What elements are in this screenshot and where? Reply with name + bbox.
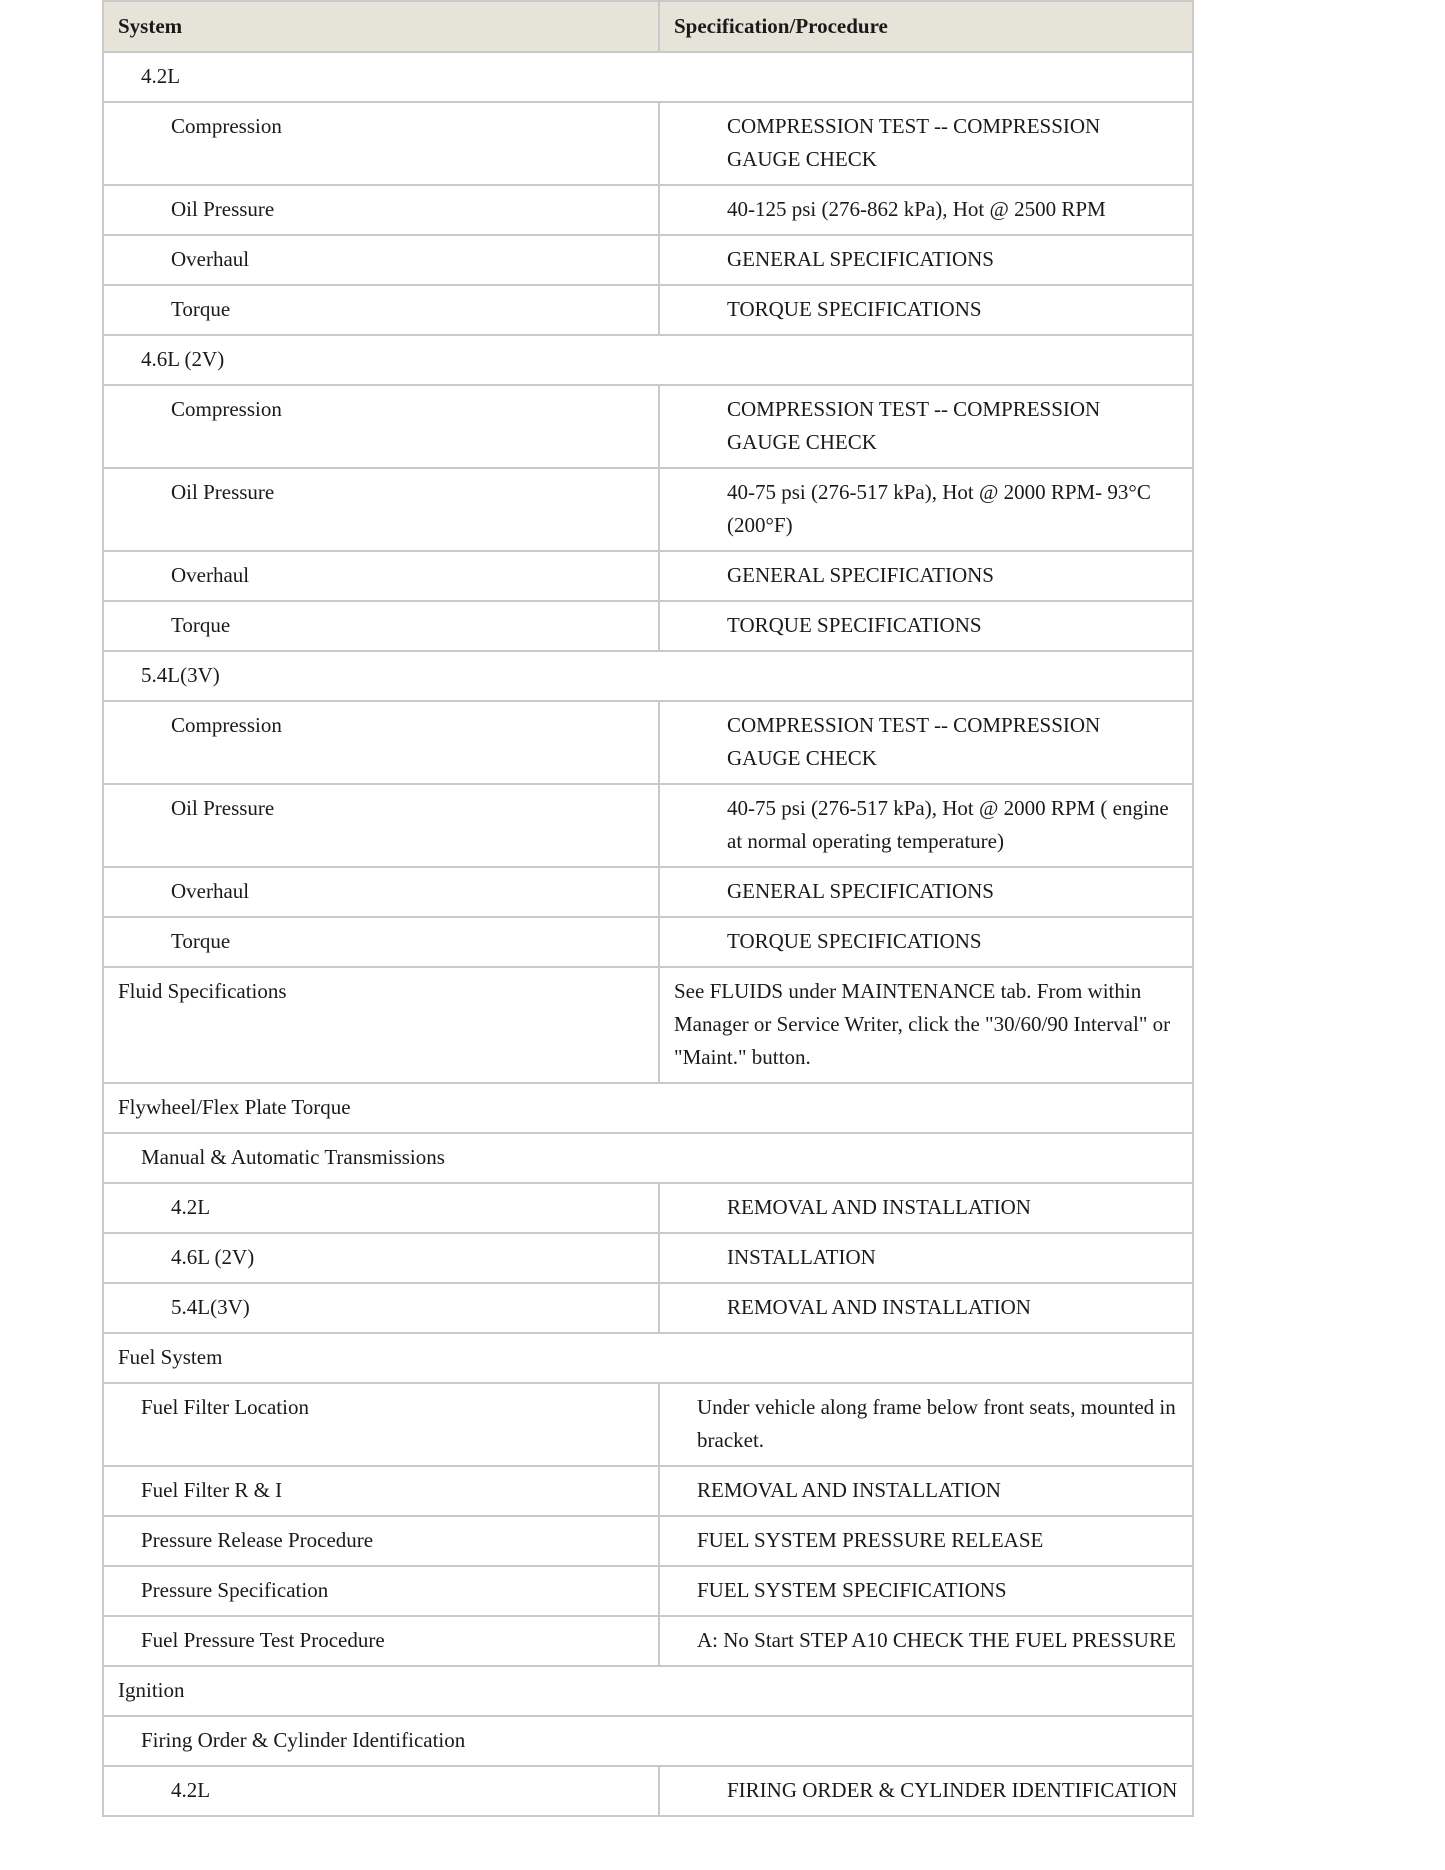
table-row — [103, 967, 1193, 1083]
spec-cell: FIRING ORDER & CYLINDER IDENTIFICATION — [659, 1766, 1193, 1816]
spec-cell: REMOVAL AND INSTALLATION — [659, 1283, 1193, 1333]
section-label: Manual & Automatic Transmissions — [103, 1133, 1193, 1183]
table-row — [103, 235, 1193, 285]
system-cell: 4.2L — [103, 1183, 659, 1233]
system-cell: 4.2L — [103, 1766, 659, 1816]
section-row — [103, 52, 1193, 102]
spec-cell: REMOVAL AND INSTALLATION — [659, 1183, 1193, 1233]
spec-cell: COMPRESSION TEST -- COMPRESSION GAUGE CHECK — [659, 701, 1193, 784]
table-row — [103, 1233, 1193, 1283]
spec-cell: TORQUE SPECIFICATIONS — [659, 601, 1193, 651]
section-label: 4.2L — [103, 52, 1193, 102]
spec-cell: See FLUIDS under MAINTENANCE tab. From within Manager or Service Writer, click the "30/60/90 Interval" or "Maint." button. — [659, 967, 1193, 1083]
system-cell: Fuel Pressure Test Procedure — [103, 1616, 659, 1666]
section-label: Fuel System — [103, 1333, 1193, 1383]
table-row — [103, 285, 1193, 335]
spec-cell: 40-75 psi (276-517 kPa), Hot @ 2000 RPM- 93°C (200°F) — [659, 468, 1193, 551]
system-cell: Pressure Specification — [103, 1566, 659, 1616]
section-row — [103, 335, 1193, 385]
system-cell: Torque — [103, 917, 659, 967]
spec-cell: Under vehicle along frame below front seats, mounted in bracket. — [659, 1383, 1193, 1466]
spec-cell: FUEL SYSTEM PRESSURE RELEASE — [659, 1516, 1193, 1566]
spec-cell: COMPRESSION TEST -- COMPRESSION GAUGE CHECK — [659, 385, 1193, 468]
table-row — [103, 1616, 1193, 1666]
section-row — [103, 1083, 1193, 1133]
spec-cell: REMOVAL AND INSTALLATION — [659, 1466, 1193, 1516]
spec-cell: A: No Start STEP A10 CHECK THE FUEL PRESSURE — [659, 1616, 1193, 1666]
table-row — [103, 917, 1193, 967]
system-cell: Compression — [103, 385, 659, 468]
system-cell: Oil Pressure — [103, 784, 659, 867]
system-cell: Overhaul — [103, 551, 659, 601]
section-row — [103, 651, 1193, 701]
table-row — [103, 1766, 1193, 1816]
system-cell: Compression — [103, 701, 659, 784]
table-row — [103, 1516, 1193, 1566]
column-header-system: System — [103, 1, 659, 52]
table-row — [103, 1466, 1193, 1516]
spec-cell: GENERAL SPECIFICATIONS — [659, 235, 1193, 285]
section-label: Ignition — [103, 1666, 1193, 1716]
header-row — [103, 1, 1193, 52]
section-row — [103, 1333, 1193, 1383]
section-label: 5.4L(3V) — [103, 651, 1193, 701]
spec-cell: COMPRESSION TEST -- COMPRESSION GAUGE CHECK — [659, 102, 1193, 185]
system-cell: Oil Pressure — [103, 185, 659, 235]
spec-cell: GENERAL SPECIFICATIONS — [659, 551, 1193, 601]
spec-cell: GENERAL SPECIFICATIONS — [659, 867, 1193, 917]
system-cell: Overhaul — [103, 235, 659, 285]
section-label: 4.6L (2V) — [103, 335, 1193, 385]
table-row — [103, 701, 1193, 784]
table-row — [103, 1566, 1193, 1616]
spec-cell: INSTALLATION — [659, 1233, 1193, 1283]
spec-cell: 40-125 psi (276-862 kPa), Hot @ 2500 RPM — [659, 185, 1193, 235]
table-row — [103, 102, 1193, 185]
system-cell: Overhaul — [103, 867, 659, 917]
spec-cell: 40-75 psi (276-517 kPa), Hot @ 2000 RPM ( engine at normal operating temperature) — [659, 784, 1193, 867]
section-row — [103, 1716, 1193, 1766]
section-row — [103, 1666, 1193, 1716]
system-cell: Oil Pressure — [103, 468, 659, 551]
table-row — [103, 784, 1193, 867]
system-cell: Fluid Specifications — [103, 967, 659, 1083]
table-row — [103, 601, 1193, 651]
table-row — [103, 551, 1193, 601]
section-label: Flywheel/Flex Plate Torque — [103, 1083, 1193, 1133]
spec-cell: TORQUE SPECIFICATIONS — [659, 917, 1193, 967]
spec-cell: TORQUE SPECIFICATIONS — [659, 285, 1193, 335]
section-row — [103, 1133, 1193, 1183]
table-row — [103, 468, 1193, 551]
table-row — [103, 1183, 1193, 1233]
system-cell: Fuel Filter R & I — [103, 1466, 659, 1516]
spec-table — [102, 0, 1194, 1817]
table-row — [103, 385, 1193, 468]
table-body — [103, 52, 1193, 1816]
table-row — [103, 185, 1193, 235]
system-cell: Compression — [103, 102, 659, 185]
spec-cell: FUEL SYSTEM SPECIFICATIONS — [659, 1566, 1193, 1616]
system-cell: 5.4L(3V) — [103, 1283, 659, 1333]
system-cell: 4.6L (2V) — [103, 1233, 659, 1283]
system-cell: Torque — [103, 601, 659, 651]
table-row — [103, 1283, 1193, 1333]
system-cell: Torque — [103, 285, 659, 335]
system-cell: Pressure Release Procedure — [103, 1516, 659, 1566]
system-cell: Fuel Filter Location — [103, 1383, 659, 1466]
column-header-spec: Specification/Procedure — [659, 1, 1193, 52]
table-row — [103, 867, 1193, 917]
table-header — [103, 1, 1193, 52]
section-label: Firing Order & Cylinder Identification — [103, 1716, 1193, 1766]
table-row — [103, 1383, 1193, 1466]
